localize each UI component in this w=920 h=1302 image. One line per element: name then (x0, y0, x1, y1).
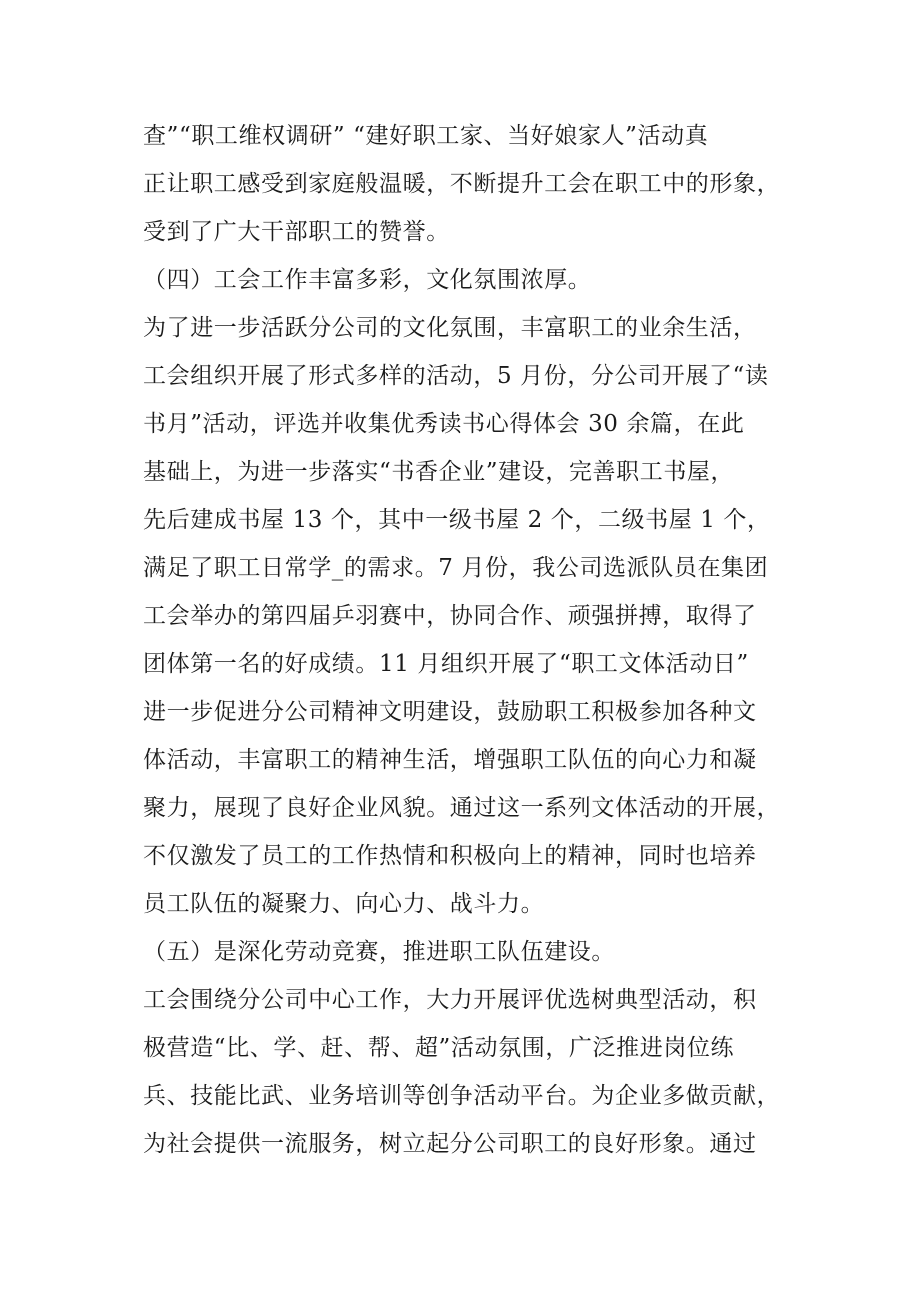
text-line: 不仅激发了员工的工作热情和积极向上的精神，同时也培养 (143, 843, 757, 869)
text-line: 查”“职工维权调研” “建好职工家、当好娘家人”活动真 (143, 123, 709, 149)
text-line: 基础上，为进一步落实“书香企业”建设，完善职工书屋， (143, 459, 735, 485)
text-line: 团体第一名的好成绩。11 月组织开展了“职工文体活动日” (143, 651, 749, 677)
text-line: 工会组织开展了形式多样的活动，5 月份，分公司开展了“读 (143, 363, 769, 389)
section-heading-4: （四）工会工作丰富多彩，文化氛围浓厚。 (143, 267, 592, 293)
text-line: 聚力，展现了良好企业风貌。通过这一系列文体活动的开展， (143, 795, 781, 821)
text-line: 工会举办的第四届乒羽赛中，协同合作、顽强拼搏，取得了 (143, 603, 757, 629)
text-line: 正让职工感受到家庭般温暖，不断提升工会在职工中的形象， (143, 171, 781, 197)
text-line: 极营造“比、学、赶、帮、超”活动氛围，广泛推进岗位练 (143, 1035, 735, 1061)
text-line: 兵、技能比武、业务培训等创争活动平台。为企业多做贡献， (143, 1083, 781, 1109)
text-line: 进一步促进分公司精神文明建设，鼓励职工积极参加各种文 (143, 699, 757, 725)
text-line: 体活动，丰富职工的精神生活，增强职工队伍的向心力和凝 (143, 747, 757, 773)
text-line: 先后建成书屋 13 个，其中一级书屋 2 个，二级书屋 1 个， (143, 507, 771, 533)
text-line: 受到了广大干部职工的赞誉。 (143, 219, 450, 245)
text-line: 员工队伍的凝聚力、向心力、战斗力。 (143, 891, 545, 917)
text-line: 为社会提供一流服务，树立起分公司职工的良好形象。通过 (143, 1131, 757, 1157)
text-line: 工会围绕分公司中心工作，大力开展评优选树典型活动，积 (143, 987, 757, 1013)
text-line: 书月”活动，评选并收集优秀读书心得体会 30 余篇，在此 (143, 411, 745, 437)
text-line: 为了进一步活跃分公司的文化氛围，丰富职工的业余生活， (143, 315, 757, 341)
text-line: 满足了职工日常学_的需求。7 月份，我公司选派队员在集团 (143, 555, 769, 581)
section-heading-5: （五）是深化劳动竞赛，推进职工队伍建设。 (143, 939, 615, 965)
